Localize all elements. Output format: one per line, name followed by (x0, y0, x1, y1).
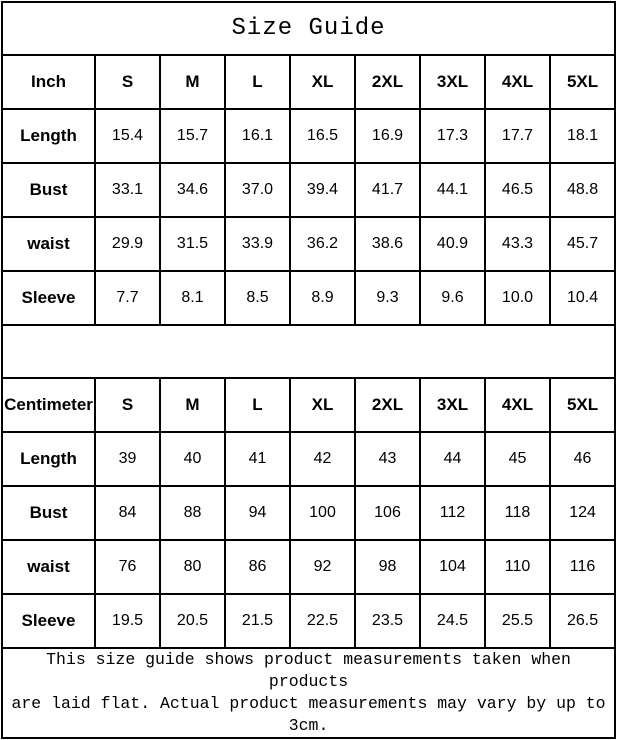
measurement-value-cell: 112 (420, 486, 485, 540)
measurement-value-cell: 94 (225, 486, 290, 540)
size-header-row (2, 55, 615, 109)
measurement-value-cell: 39.4 (290, 163, 355, 217)
measurement-value-cell: 22.5 (290, 594, 355, 648)
footer-note-line-2: are laid flat. Actual product measurements may vary by up to 3cm. (11, 694, 606, 735)
measurement-row (2, 432, 615, 486)
unit-header-cell: Inch (2, 55, 95, 109)
measurement-value-cell: 10.4 (550, 271, 615, 325)
measurement-value-cell: 42 (290, 432, 355, 486)
size-header-cell: 3XL (420, 378, 485, 432)
measurement-value-cell: 16.5 (290, 109, 355, 163)
measurement-value-cell: 45.7 (550, 217, 615, 271)
measurement-value-cell: 21.5 (225, 594, 290, 648)
measurement-value-cell: 41 (225, 432, 290, 486)
measurement-value-cell: 104 (420, 540, 485, 594)
measurement-label-cell: waist (2, 217, 95, 271)
measurement-value-cell: 31.5 (160, 217, 225, 271)
measurement-value-cell: 29.9 (95, 217, 160, 271)
measurement-value-cell: 37.0 (225, 163, 290, 217)
measurement-value-cell: 40.9 (420, 217, 485, 271)
page-title: Size Guide (2, 2, 615, 55)
size-header-cell: S (95, 55, 160, 109)
measurement-value-cell: 8.5 (225, 271, 290, 325)
measurement-value-cell: 18.1 (550, 109, 615, 163)
measurement-value-cell: 16.9 (355, 109, 420, 163)
measurement-value-cell: 43 (355, 432, 420, 486)
measurement-label-cell: Sleeve (2, 594, 95, 648)
measurement-value-cell: 26.5 (550, 594, 615, 648)
measurement-value-cell: 16.1 (225, 109, 290, 163)
measurement-label-cell: waist (2, 540, 95, 594)
measurement-value-cell: 9.6 (420, 271, 485, 325)
measurement-row (2, 594, 615, 648)
size-guide-table (1, 1, 616, 739)
measurement-value-cell: 33.9 (225, 217, 290, 271)
measurement-value-cell: 17.3 (420, 109, 485, 163)
measurement-value-cell: 19.5 (95, 594, 160, 648)
size-header-cell: S (95, 378, 160, 432)
title-row (2, 2, 615, 55)
measurement-label-cell: Bust (2, 486, 95, 540)
footer-note-line-1: This size guide shows product measurements taken when products (46, 650, 571, 691)
measurement-value-cell: 86 (225, 540, 290, 594)
measurement-value-cell: 118 (485, 486, 550, 540)
measurement-value-cell: 106 (355, 486, 420, 540)
measurement-value-cell: 43.3 (485, 217, 550, 271)
measurement-label-cell: Bust (2, 163, 95, 217)
measurement-label-cell: Length (2, 432, 95, 486)
size-header-cell: 2XL (355, 55, 420, 109)
size-header-cell: 4XL (485, 55, 550, 109)
measurement-value-cell: 39 (95, 432, 160, 486)
spacer-row (2, 325, 615, 378)
size-guide (1, 1, 616, 739)
size-header-cell: XL (290, 378, 355, 432)
measurement-value-cell: 25.5 (485, 594, 550, 648)
measurement-value-cell: 84 (95, 486, 160, 540)
measurement-value-cell: 92 (290, 540, 355, 594)
measurement-value-cell: 33.1 (95, 163, 160, 217)
measurement-value-cell: 46.5 (485, 163, 550, 217)
measurement-value-cell: 45 (485, 432, 550, 486)
measurement-value-cell: 8.1 (160, 271, 225, 325)
measurement-value-cell: 10.0 (485, 271, 550, 325)
measurement-value-cell: 20.5 (160, 594, 225, 648)
measurement-value-cell: 15.4 (95, 109, 160, 163)
size-header-cell: 4XL (485, 378, 550, 432)
measurement-value-cell: 110 (485, 540, 550, 594)
measurement-value-cell: 24.5 (420, 594, 485, 648)
measurement-value-cell: 38.6 (355, 217, 420, 271)
measurement-label-cell: Length (2, 109, 95, 163)
measurement-value-cell: 44.1 (420, 163, 485, 217)
size-header-row (2, 378, 615, 432)
measurement-value-cell: 41.7 (355, 163, 420, 217)
spacer-cell (2, 325, 615, 378)
footer-note (2, 648, 615, 738)
measurement-value-cell: 44 (420, 432, 485, 486)
measurement-value-cell: 17.7 (485, 109, 550, 163)
measurement-value-cell: 46 (550, 432, 615, 486)
measurement-label-cell: Sleeve (2, 271, 95, 325)
measurement-row (2, 217, 615, 271)
size-header-cell: L (225, 378, 290, 432)
measurement-value-cell: 8.9 (290, 271, 355, 325)
measurement-value-cell: 80 (160, 540, 225, 594)
measurement-row (2, 271, 615, 325)
size-header-cell: 2XL (355, 378, 420, 432)
measurement-value-cell: 76 (95, 540, 160, 594)
size-header-cell: L (225, 55, 290, 109)
measurement-row (2, 486, 615, 540)
measurement-value-cell: 98 (355, 540, 420, 594)
measurement-value-cell: 15.7 (160, 109, 225, 163)
measurement-value-cell: 36.2 (290, 217, 355, 271)
measurement-value-cell: 124 (550, 486, 615, 540)
measurement-row (2, 163, 615, 217)
measurement-value-cell: 9.3 (355, 271, 420, 325)
measurement-row (2, 109, 615, 163)
measurement-value-cell: 23.5 (355, 594, 420, 648)
measurement-value-cell: 7.7 (95, 271, 160, 325)
measurement-value-cell: 116 (550, 540, 615, 594)
measurement-value-cell: 48.8 (550, 163, 615, 217)
footer-row (2, 648, 615, 738)
size-header-cell: M (160, 378, 225, 432)
measurement-value-cell: 88 (160, 486, 225, 540)
measurement-value-cell: 100 (290, 486, 355, 540)
size-header-cell: 3XL (420, 55, 485, 109)
size-header-cell: 5XL (550, 55, 615, 109)
measurement-row (2, 540, 615, 594)
size-header-cell: M (160, 55, 225, 109)
size-header-cell: 5XL (550, 378, 615, 432)
measurement-value-cell: 34.6 (160, 163, 225, 217)
measurement-value-cell: 40 (160, 432, 225, 486)
unit-header-cell: Centimeter (2, 378, 95, 432)
size-header-cell: XL (290, 55, 355, 109)
